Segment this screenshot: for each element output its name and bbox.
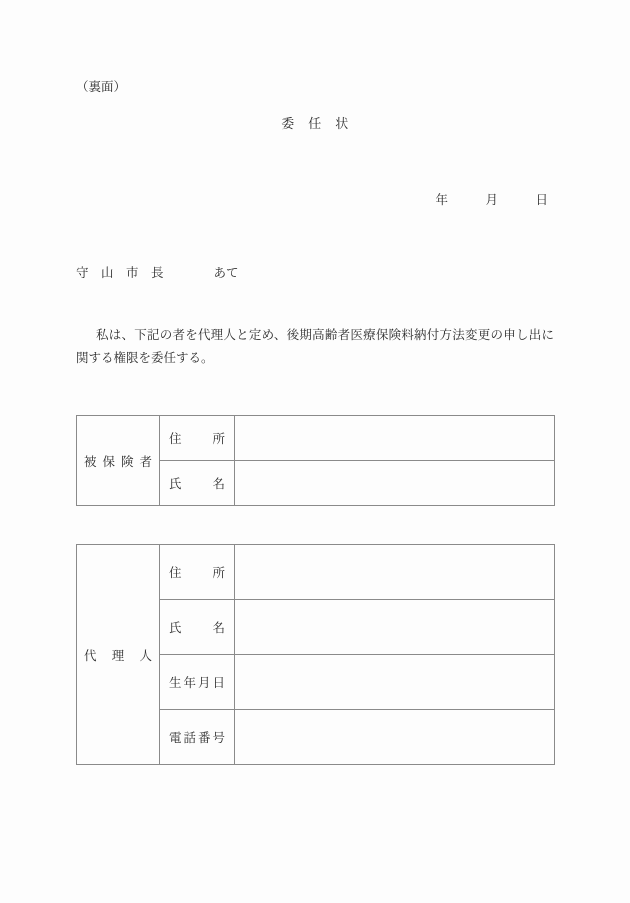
agent-group-label: 代 理 人 bbox=[84, 647, 152, 663]
agent-table bbox=[76, 544, 555, 765]
table-row bbox=[77, 545, 555, 600]
agent-name-value-cell[interactable] bbox=[235, 600, 555, 655]
insured-name-label: 氏 名 bbox=[169, 476, 225, 491]
agent-birthdate-value[interactable] bbox=[235, 655, 554, 709]
insured-address-value[interactable] bbox=[235, 416, 554, 460]
agent-address-label-cell bbox=[160, 545, 235, 600]
insured-address-value-cell[interactable] bbox=[235, 416, 555, 461]
agent-address-value-cell[interactable] bbox=[235, 545, 555, 600]
insured-name-value-cell[interactable] bbox=[235, 461, 555, 506]
agent-address-value[interactable] bbox=[235, 545, 554, 599]
table-row bbox=[77, 416, 555, 461]
agent-group-label-cell bbox=[77, 545, 160, 765]
addressee-line: 守 山 市 長 あて bbox=[76, 265, 239, 280]
page-title: 委 任 状 bbox=[281, 117, 349, 132]
back-side-marker: （裏面） bbox=[76, 79, 127, 94]
insured-person-table bbox=[76, 415, 555, 506]
agent-phone-value[interactable] bbox=[235, 710, 554, 764]
insured-group-label-cell bbox=[77, 416, 160, 506]
insured-group-label: 被 保 険 者 bbox=[84, 453, 152, 469]
insured-name-value[interactable] bbox=[235, 461, 554, 505]
insured-address-label-cell bbox=[160, 416, 235, 461]
agent-birthdate-label: 生年月日 bbox=[169, 675, 225, 690]
agent-name-value[interactable] bbox=[235, 600, 554, 654]
agent-phone-label: 電話番号 bbox=[169, 730, 225, 745]
agent-name-label: 氏 名 bbox=[169, 620, 225, 635]
agent-phone-label-cell bbox=[160, 710, 235, 765]
body-paragraph: 私は、下記の者を代理人と定め、後期高齢者医療保険料納付方法変更の申し出に関する権限を委任する。 bbox=[76, 327, 554, 365]
agent-name-label-cell bbox=[160, 600, 235, 655]
insured-name-label-cell bbox=[160, 461, 235, 506]
date-line: 年 月 日 bbox=[435, 192, 548, 207]
agent-phone-value-cell[interactable] bbox=[235, 710, 555, 765]
agent-birthdate-value-cell[interactable] bbox=[235, 655, 555, 710]
agent-birthdate-label-cell bbox=[160, 655, 235, 710]
agent-address-label: 住 所 bbox=[169, 565, 225, 580]
insured-address-label: 住 所 bbox=[169, 431, 225, 446]
